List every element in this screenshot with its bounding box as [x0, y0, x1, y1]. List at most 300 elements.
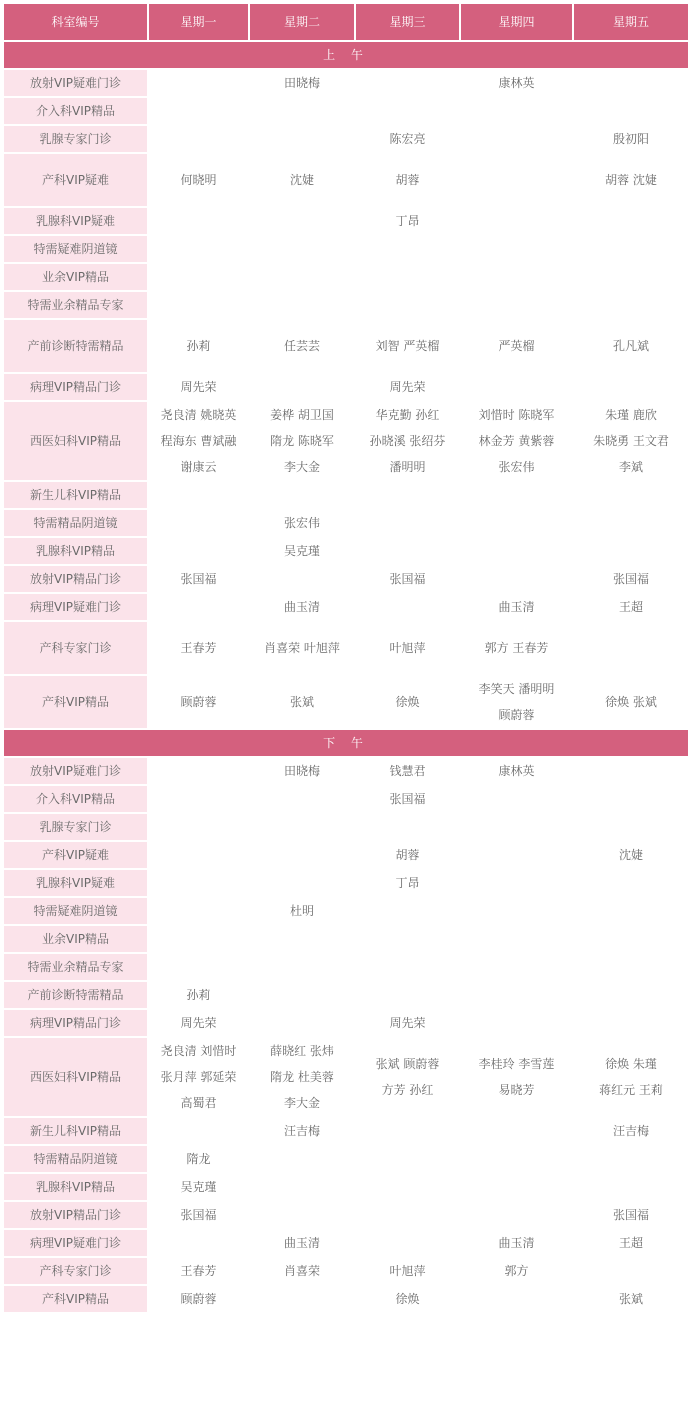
doctor-names: 孔凡斌 [612, 339, 649, 353]
doctor-cell [250, 1286, 354, 1312]
doctor-names: 林金芳 黄紫蓉 [478, 434, 555, 448]
doctor-cell [250, 926, 354, 952]
schedule-row [4, 982, 688, 1008]
doctor-cell [356, 98, 459, 124]
doctor-names: 张宏伟 [283, 516, 320, 530]
schedule-row [4, 538, 688, 564]
doctor-names: 周先荣 [180, 380, 217, 394]
doctor-cell [356, 1230, 459, 1256]
doctor-names: 顾蔚蓉 [180, 1292, 217, 1306]
doctor-names: 李大金 [283, 460, 320, 474]
doctor-cell [461, 622, 572, 674]
doctor-cell [149, 954, 248, 980]
doctor-cell [149, 292, 248, 318]
doctor-names: 胡蓉 沈婕 [605, 173, 657, 187]
dept-name-cell: 产科专家门诊 [4, 1258, 147, 1284]
doctor-cell [461, 402, 572, 480]
doctor-cell [356, 1286, 459, 1312]
dept-name-cell: 西医妇科VIP精品 [4, 1038, 147, 1116]
doctor-cell [574, 98, 688, 124]
schedule-row [4, 594, 688, 620]
doctor-names: 孙莉 [186, 339, 211, 353]
doctor-cell [149, 758, 248, 784]
schedule-row [4, 954, 688, 980]
schedule-row [4, 1174, 688, 1200]
doctor-cell [574, 236, 688, 262]
dept-name-cell: 产科VIP精品 [4, 1286, 147, 1312]
dept-name-cell: 产科VIP精品 [4, 676, 147, 728]
doctor-cell [356, 898, 459, 924]
doctor-cell [574, 1146, 688, 1172]
dept-name-cell: 乳腺专家门诊 [4, 126, 147, 152]
doctor-names: 王春芳 [180, 1264, 217, 1278]
doctor-cell [461, 1202, 572, 1228]
doctor-cell [461, 1146, 572, 1172]
doctor-cell [250, 320, 354, 372]
doctor-cell [574, 126, 688, 152]
doctor-cell [149, 814, 248, 840]
doctor-cell [574, 292, 688, 318]
doctor-names: 尧良清 刘惜时 [160, 1044, 237, 1058]
doctor-cell [356, 292, 459, 318]
doctor-cell [250, 676, 354, 728]
doctor-cell [250, 1230, 354, 1256]
doctor-cell [149, 926, 248, 952]
doctor-cell [149, 482, 248, 508]
doctor-cell [250, 208, 354, 234]
doctor-cell [574, 510, 688, 536]
dept-name-cell: 产前诊断特需精品 [4, 320, 147, 372]
doctor-cell [574, 1202, 688, 1228]
doctor-cell [149, 676, 248, 728]
doctor-names: 隋龙 [186, 1152, 211, 1166]
doctor-cell [461, 758, 572, 784]
doctor-names: 何晓明 [180, 173, 217, 187]
dept-name-cell: 病理VIP精品门诊 [4, 1010, 147, 1036]
schedule-row [4, 870, 688, 896]
doctor-names: 华克勤 孙红 [375, 408, 440, 422]
schedule-row [4, 926, 688, 952]
doctor-cell [356, 374, 459, 400]
doctor-names: 钱慧君 [389, 764, 426, 778]
doctor-cell [250, 870, 354, 896]
doctor-cell [149, 594, 248, 620]
schedule-row [4, 1118, 688, 1144]
dept-name-cell: 放射VIP精品门诊 [4, 566, 147, 592]
doctor-cell [250, 236, 354, 262]
doctor-cell [356, 842, 459, 868]
doctor-cell [149, 538, 248, 564]
doctor-cell [149, 982, 248, 1008]
doctor-cell [250, 1010, 354, 1036]
doctor-cell [356, 320, 459, 372]
doctor-names: 严英榴 [498, 339, 535, 353]
doctor-names: 徐焕 张斌 [605, 695, 657, 709]
schedule-row [4, 1010, 688, 1036]
doctor-cell [461, 236, 572, 262]
doctor-cell [250, 758, 354, 784]
doctor-cell [250, 126, 354, 152]
doctor-names: 张月萍 郭延荣 [160, 1070, 237, 1084]
doctor-cell [356, 236, 459, 262]
dept-name-cell: 病理VIP疑难门诊 [4, 1230, 147, 1256]
doctor-cell [461, 510, 572, 536]
doctor-cell [574, 402, 688, 480]
doctor-cell [250, 154, 354, 206]
doctor-names: 张宏伟 [498, 460, 535, 474]
doctor-cell [461, 482, 572, 508]
doctor-cell [149, 154, 248, 206]
doctor-cell [574, 676, 688, 728]
dept-name-cell: 乳腺专家门诊 [4, 814, 147, 840]
day-header-tue: 星期二 [250, 4, 354, 40]
section-label: 上 午 [4, 42, 688, 68]
doctor-names: 张国福 [180, 1208, 217, 1222]
doctor-cell [250, 1146, 354, 1172]
doctor-names: 王超 [618, 600, 643, 614]
doctor-names: 张国福 [389, 792, 426, 806]
doctor-cell [149, 402, 248, 480]
doctor-names: 康林英 [498, 76, 535, 90]
doctor-cell [356, 982, 459, 1008]
doctor-names: 程海东 曹斌融 [160, 434, 237, 448]
section-row [4, 730, 688, 756]
doctor-cell [356, 594, 459, 620]
doctor-names: 肖喜荣 叶旭萍 [264, 641, 340, 655]
doctor-names: 姜桦 胡卫国 [270, 408, 334, 422]
doctor-cell [250, 70, 354, 96]
doctor-cell [356, 1010, 459, 1036]
doctor-names: 王超 [618, 1236, 643, 1250]
doctor-cell [149, 1118, 248, 1144]
doctor-cell [356, 1174, 459, 1200]
schedule-row [4, 292, 688, 318]
doctor-names: 叶旭萍 [389, 1264, 426, 1278]
schedule-row [4, 126, 688, 152]
doctor-names: 张斌 [289, 695, 314, 709]
doctor-names: 汪吉梅 [283, 1124, 320, 1138]
header-row [4, 4, 688, 40]
dept-name-cell: 病理VIP疑难门诊 [4, 594, 147, 620]
doctor-cell [461, 320, 572, 372]
doctor-cell [461, 98, 572, 124]
dept-name-cell: 介入科VIP精品 [4, 786, 147, 812]
schedule-row [4, 320, 688, 372]
doctor-cell [461, 676, 572, 728]
schedule-body [4, 42, 688, 1312]
doctor-names: 殷初阳 [612, 132, 649, 146]
doctor-cell [250, 954, 354, 980]
doctor-names: 顾蔚蓉 [180, 695, 217, 709]
doctor-names: 胡蓉 [395, 848, 420, 862]
doctor-cell [356, 676, 459, 728]
doctor-cell [574, 898, 688, 924]
schedule-row [4, 510, 688, 536]
doctor-cell [356, 70, 459, 96]
schedule-row [4, 1230, 688, 1256]
schedule-row [4, 208, 688, 234]
doctor-cell [149, 236, 248, 262]
doctor-cell [250, 374, 354, 400]
doctor-cell [356, 1202, 459, 1228]
schedule-row [4, 1258, 688, 1284]
doctor-cell [574, 374, 688, 400]
doctor-cell [250, 292, 354, 318]
doctor-names: 曲玉清 [498, 600, 535, 614]
doctor-cell [574, 1038, 688, 1116]
doctor-cell [574, 538, 688, 564]
dept-name-cell: 特需精品阴道镜 [4, 1146, 147, 1172]
schedule-row [4, 1038, 688, 1116]
doctor-cell [461, 1010, 572, 1036]
doctor-names: 周先荣 [180, 1016, 217, 1030]
dept-name-cell: 西医妇科VIP精品 [4, 402, 147, 480]
doctor-cell [461, 374, 572, 400]
doctor-cell [149, 1202, 248, 1228]
doctor-cell [356, 758, 459, 784]
doctor-cell [250, 510, 354, 536]
schedule-row [4, 402, 688, 480]
schedule-row [4, 676, 688, 728]
doctor-names: 张国福 [612, 1208, 649, 1222]
dept-name-cell: 产科VIP疑难 [4, 154, 147, 206]
doctor-names: 吴克瑾 [180, 1180, 217, 1194]
doctor-cell [461, 954, 572, 980]
schedule-row [4, 566, 688, 592]
doctor-cell [250, 982, 354, 1008]
doctor-cell [149, 1258, 248, 1284]
doctor-cell [149, 208, 248, 234]
doctor-names: 沈婕 [289, 173, 314, 187]
doctor-names: 郭方 王春芳 [484, 641, 549, 655]
dept-name-cell: 特需疑难阴道镜 [4, 236, 147, 262]
doctor-cell [250, 1038, 354, 1116]
doctor-names: 张斌 [618, 1292, 643, 1306]
doctor-names: 张国福 [389, 572, 426, 586]
schedule-row [4, 264, 688, 290]
doctor-names: 曲玉清 [498, 1236, 535, 1250]
doctor-names: 杜明 [289, 904, 314, 918]
doctor-cell [356, 1038, 459, 1116]
doctor-cell [574, 70, 688, 96]
doctor-cell [149, 1010, 248, 1036]
doctor-cell [461, 208, 572, 234]
doctor-cell [574, 1118, 688, 1144]
doctor-cell [461, 898, 572, 924]
doctor-cell [149, 870, 248, 896]
schedule-row [4, 814, 688, 840]
dept-name-cell: 新生儿科VIP精品 [4, 482, 147, 508]
doctor-names: 田晓梅 [283, 76, 320, 90]
dept-name-cell: 乳腺科VIP精品 [4, 1174, 147, 1200]
doctor-cell [574, 1258, 688, 1284]
doctor-cell [356, 566, 459, 592]
doctor-names: 尧良清 姚晓英 [160, 408, 237, 422]
doctor-cell [461, 292, 572, 318]
doctor-cell [461, 1118, 572, 1144]
doctor-cell [574, 954, 688, 980]
schedule-row [4, 236, 688, 262]
dept-name-cell: 业余VIP精品 [4, 264, 147, 290]
dept-name-cell: 特需精品阴道镜 [4, 510, 147, 536]
day-header-wed: 星期三 [356, 4, 459, 40]
dept-name-cell: 产科VIP疑难 [4, 842, 147, 868]
doctor-cell [461, 594, 572, 620]
doctor-cell [250, 1174, 354, 1200]
doctor-cell [461, 842, 572, 868]
doctor-cell [461, 126, 572, 152]
doctor-cell [149, 898, 248, 924]
doctor-names: 隋龙 杜美蓉 [270, 1070, 334, 1084]
doctor-cell [356, 154, 459, 206]
schedule-row [4, 898, 688, 924]
doctor-names: 易晓芳 [498, 1083, 535, 1097]
doctor-cell [149, 320, 248, 372]
dept-name-cell: 业余VIP精品 [4, 926, 147, 952]
doctor-names: 李笑天 潘明明 [478, 682, 555, 696]
doctor-cell [250, 402, 354, 480]
doctor-names: 张斌 顾蔚蓉 [375, 1057, 440, 1071]
doctor-names: 朱晓勇 王文君 [593, 434, 669, 448]
doctor-cell [250, 898, 354, 924]
doctor-cell [574, 1174, 688, 1200]
doctor-cell [149, 126, 248, 152]
doctor-names: 李斌 [618, 460, 643, 474]
doctor-names: 周先荣 [389, 380, 426, 394]
doctor-cell [461, 1258, 572, 1284]
doctor-cell [356, 402, 459, 480]
doctor-names: 李大金 [283, 1096, 320, 1110]
doctor-names: 蒋红元 王莉 [599, 1083, 663, 1097]
doctor-cell [149, 510, 248, 536]
schedule-row [4, 482, 688, 508]
doctor-names: 丁昂 [395, 876, 420, 890]
doctor-names: 徐焕 朱瑾 [605, 1057, 657, 1071]
doctor-cell [250, 842, 354, 868]
dept-name-cell: 乳腺科VIP疑难 [4, 870, 147, 896]
doctor-names: 刘惜时 陈晓军 [478, 408, 555, 422]
doctor-names: 吴克瑾 [283, 544, 320, 558]
doctor-cell [250, 1118, 354, 1144]
dept-name-cell: 产科专家门诊 [4, 622, 147, 674]
doctor-cell [356, 126, 459, 152]
dept-name-cell: 乳腺科VIP疑难 [4, 208, 147, 234]
doctor-names: 胡蓉 [395, 173, 420, 187]
doctor-cell [149, 566, 248, 592]
doctor-cell [149, 70, 248, 96]
doctor-cell [149, 1230, 248, 1256]
doctor-cell [461, 870, 572, 896]
doctor-names: 陈宏亮 [389, 132, 426, 146]
doctor-cell [574, 594, 688, 620]
dept-name-cell: 介入科VIP精品 [4, 98, 147, 124]
schedule-row [4, 1146, 688, 1172]
dept-name-cell: 特需业余精品专家 [4, 954, 147, 980]
doctor-cell [149, 1174, 248, 1200]
dept-name-cell: 新生儿科VIP精品 [4, 1118, 147, 1144]
doctor-cell [149, 264, 248, 290]
doctor-cell [250, 264, 354, 290]
doctor-cell [149, 622, 248, 674]
doctor-cell [250, 566, 354, 592]
doctor-cell [574, 566, 688, 592]
dept-name-cell: 病理VIP精品门诊 [4, 374, 147, 400]
doctor-cell [149, 786, 248, 812]
doctor-names: 康林英 [498, 764, 535, 778]
doctor-cell [250, 814, 354, 840]
day-header-mon: 星期一 [149, 4, 248, 40]
doctor-cell [461, 538, 572, 564]
doctor-cell [250, 1258, 354, 1284]
day-header-fri: 星期五 [574, 4, 688, 40]
doctor-cell [250, 594, 354, 620]
doctor-names: 李桂玲 李雪莲 [478, 1057, 555, 1071]
doctor-cell [574, 870, 688, 896]
doctor-cell [574, 926, 688, 952]
doctor-cell [356, 786, 459, 812]
schedule-row [4, 842, 688, 868]
doctor-names: 方芳 孙红 [381, 1083, 434, 1097]
doctor-names: 隋龙 陈晓军 [270, 434, 334, 448]
doctor-cell [574, 814, 688, 840]
doctor-cell [250, 98, 354, 124]
doctor-names: 孙莉 [186, 988, 211, 1002]
doctor-names: 徐焕 [395, 695, 420, 709]
doctor-cell [356, 926, 459, 952]
doctor-cell [574, 622, 688, 674]
doctor-names: 汪吉梅 [612, 1124, 649, 1138]
doctor-names: 曲玉清 [283, 600, 320, 614]
section-row [4, 42, 688, 68]
doctor-names: 孙晓溪 张绍芬 [369, 434, 446, 448]
doctor-names: 张国福 [180, 572, 217, 586]
dept-name-cell: 放射VIP疑难门诊 [4, 70, 147, 96]
schedule-row [4, 374, 688, 400]
doctor-cell [574, 786, 688, 812]
doctor-cell [461, 1286, 572, 1312]
doctor-cell [250, 622, 354, 674]
doctor-cell [574, 1230, 688, 1256]
doctor-names: 田晓梅 [283, 764, 320, 778]
doctor-cell [574, 842, 688, 868]
doctor-cell [461, 1230, 572, 1256]
schedule-row [4, 98, 688, 124]
doctor-cell [250, 1202, 354, 1228]
doctor-names: 郭方 [504, 1264, 529, 1278]
doctor-cell [356, 1118, 459, 1144]
schedule-row [4, 622, 688, 674]
section-label: 下 午 [4, 730, 688, 756]
schedule-row [4, 786, 688, 812]
doctor-cell [461, 982, 572, 1008]
dept-name-cell: 放射VIP疑难门诊 [4, 758, 147, 784]
doctor-names: 丁昂 [395, 214, 420, 228]
doctor-cell [356, 622, 459, 674]
doctor-cell [149, 374, 248, 400]
doctor-names: 肖喜荣 [283, 1264, 320, 1278]
doctor-names: 周先荣 [389, 1016, 426, 1030]
doctor-cell [574, 208, 688, 234]
doctor-names: 顾蔚蓉 [498, 708, 535, 722]
doctor-names: 徐焕 [395, 1292, 420, 1306]
schedule-table [2, 2, 690, 1314]
doctor-names: 任芸芸 [283, 339, 320, 353]
doctor-cell [356, 208, 459, 234]
schedule-row [4, 1202, 688, 1228]
doctor-cell [574, 758, 688, 784]
doctor-cell [356, 1258, 459, 1284]
doctor-cell [356, 264, 459, 290]
